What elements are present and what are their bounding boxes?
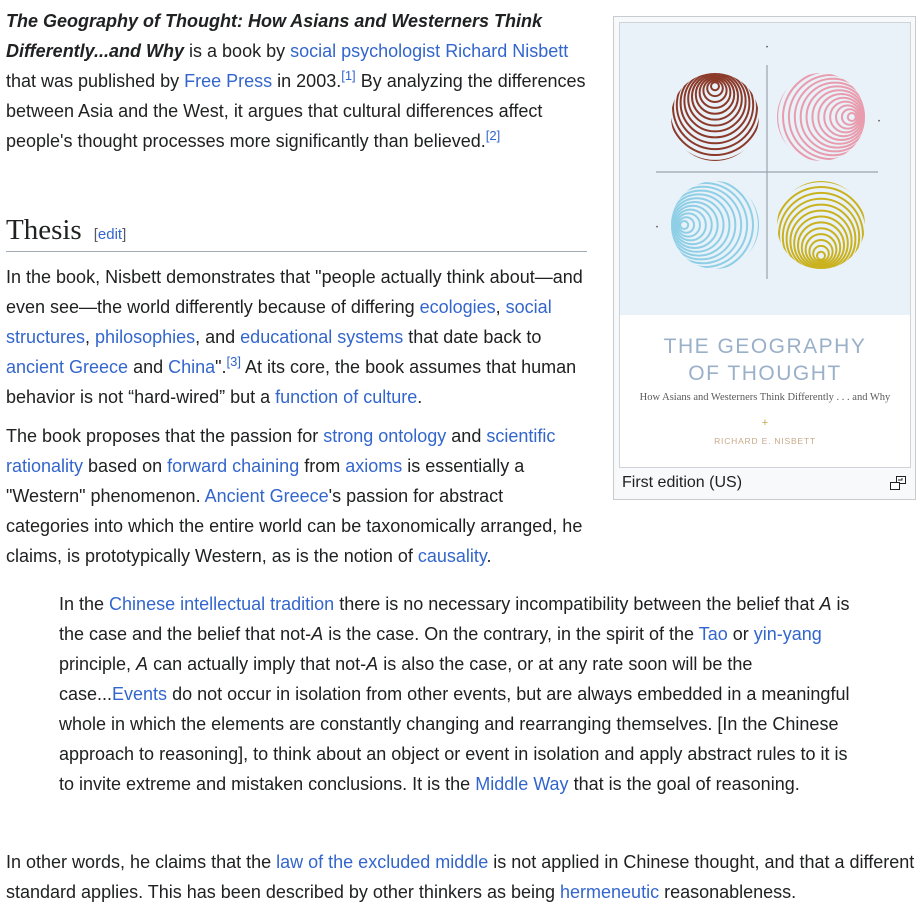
cover-art-drawing <box>620 23 910 315</box>
pink-pattern <box>771 64 881 171</box>
link-function-of-culture[interactable]: function of culture <box>275 387 418 407</box>
link-causality[interactable]: causality <box>417 546 487 566</box>
svg-text:•: • <box>765 45 769 51</box>
link-social-psychologist[interactable]: social psychologist <box>290 41 441 61</box>
blue-pattern <box>658 172 765 279</box>
link-ecologies[interactable]: ecologies <box>419 297 496 317</box>
cover-author: RICHARD E. NISBETT <box>714 436 816 446</box>
link-scientific-rationality[interactable]: scientific rationality <box>6 426 556 476</box>
cover-ring <box>817 252 825 260</box>
reference-2[interactable]: [2] <box>485 128 501 143</box>
link-ancient-greece-2[interactable]: Ancient Greece <box>204 486 329 506</box>
reference-3[interactable]: [3] <box>226 354 242 369</box>
brown-pattern <box>662 60 769 167</box>
cover-mark: + <box>761 417 769 429</box>
edit-section: [edit] <box>93 226 127 243</box>
cover-ring <box>711 82 719 90</box>
link-social-structures[interactable]: social structures <box>6 297 552 347</box>
cover-ring <box>848 113 856 121</box>
link-strong-ontology[interactable]: strong ontology <box>323 426 447 446</box>
edit-link[interactable]: edit <box>97 226 123 243</box>
svg-text:•: • <box>656 225 659 231</box>
link-law-of-excluded-middle[interactable]: law of the excluded middle <box>276 852 489 872</box>
enlarge-icon[interactable] <box>890 476 906 490</box>
intro-paragraph: The Geography of Thought: How Asians and Westerners Think Differently...and Why is a book by social psychologist Richard Nisbett that was published by Free Press in 2003.[1] By analyzing the differences between Asia and the West, it argues that cultural differences affect people's thought processes more significantly than believed.[2] <box>6 11 586 151</box>
thesis-paragraph-3: In other words, he claims that the law of the excluded middle is not applied in Chinese thought, and that a different standard applies. This has been described by other thinkers as being hermeneutic reasonableness. <box>6 852 915 902</box>
link-hermeneutic[interactable]: hermeneutic <box>560 882 660 902</box>
infobox <box>613 16 916 500</box>
link-events[interactable]: Events <box>112 684 168 704</box>
link-middle-way[interactable]: Middle Way <box>475 774 569 794</box>
link-ancient-greece[interactable]: ancient Greece <box>6 357 129 377</box>
link-richard-nisbett[interactable]: Richard Nisbett <box>445 41 569 61</box>
book-title: The Geography of Thought: How Asians and Westerners Think Differently...and Why <box>6 11 543 61</box>
cover-art <box>620 23 910 315</box>
link-axioms[interactable]: axioms <box>345 456 403 476</box>
link-philosophies[interactable]: philosophies <box>95 327 196 347</box>
link-tao[interactable]: Tao <box>698 624 728 644</box>
svg-text:•: • <box>878 119 881 125</box>
blockquote: In the Chinese intellectual tradition there is no necessary incompatibility between the belief that A is the case and the belief that not-A is the case. On the contrary, in the spirit of the Tao or yin-yang principle, A can actually imply that not-A is also the case, or at any rate soon will be the case...Events do not occur in isolation from other events, but are always embedded in a meaningful whole in which the elements are constantly changing and rearranging themselves. [In the Chinese approach to reasoning], to think about an object or event in isolation and apply abstract rules to it is to invite extreme and mistaken conclusions. It is the Middle Way that is the goal of reasoning. <box>59 594 850 794</box>
section-heading-thesis <box>6 210 587 252</box>
link-china[interactable]: China <box>168 357 216 377</box>
link-free-press[interactable]: Free Press <box>184 71 273 91</box>
book-cover-image[interactable] <box>619 22 911 468</box>
link-educational-systems[interactable]: educational systems <box>240 327 404 347</box>
thesis-paragraph-1: In the book, Nisbett demonstrates that "people actually think about—and even see—the world differently because of differing ecologies, social structures, philosophies, and educational systems that date back to ancient Greece and China".[3] At its core, the book assumes that human behavior is not “hard-wired” but a function of culture. <box>6 267 583 407</box>
link-yin-yang[interactable]: yin-yang <box>753 624 822 644</box>
yellow-pattern <box>768 175 875 282</box>
thesis-paragraph-2: The book proposes that the passion for strong ontology and scientific rationality based on forward chaining from axioms is essentially a "Western" phenomenon. Ancient Greece's passion for abstract categories into which the entire world can be taxonomically arranged, he claims, is prototypically Western, as is the notion of causality. <box>6 426 583 566</box>
link-chinese-intellectual-tradition[interactable]: Chinese intellectual tradition <box>109 594 335 614</box>
cover-subtitle: How Asians and Westerners Think Differently . . . and Why <box>639 392 891 403</box>
section-title: Thesis <box>6 214 82 246</box>
cover-ring <box>680 221 688 229</box>
reference-1[interactable]: [1] <box>341 68 356 83</box>
link-forward-chaining[interactable]: forward chaining <box>167 456 300 476</box>
image-caption: First edition (US) <box>622 474 743 491</box>
cover-title: THE GEOGRAPHY OF THOUGHT <box>663 335 867 385</box>
